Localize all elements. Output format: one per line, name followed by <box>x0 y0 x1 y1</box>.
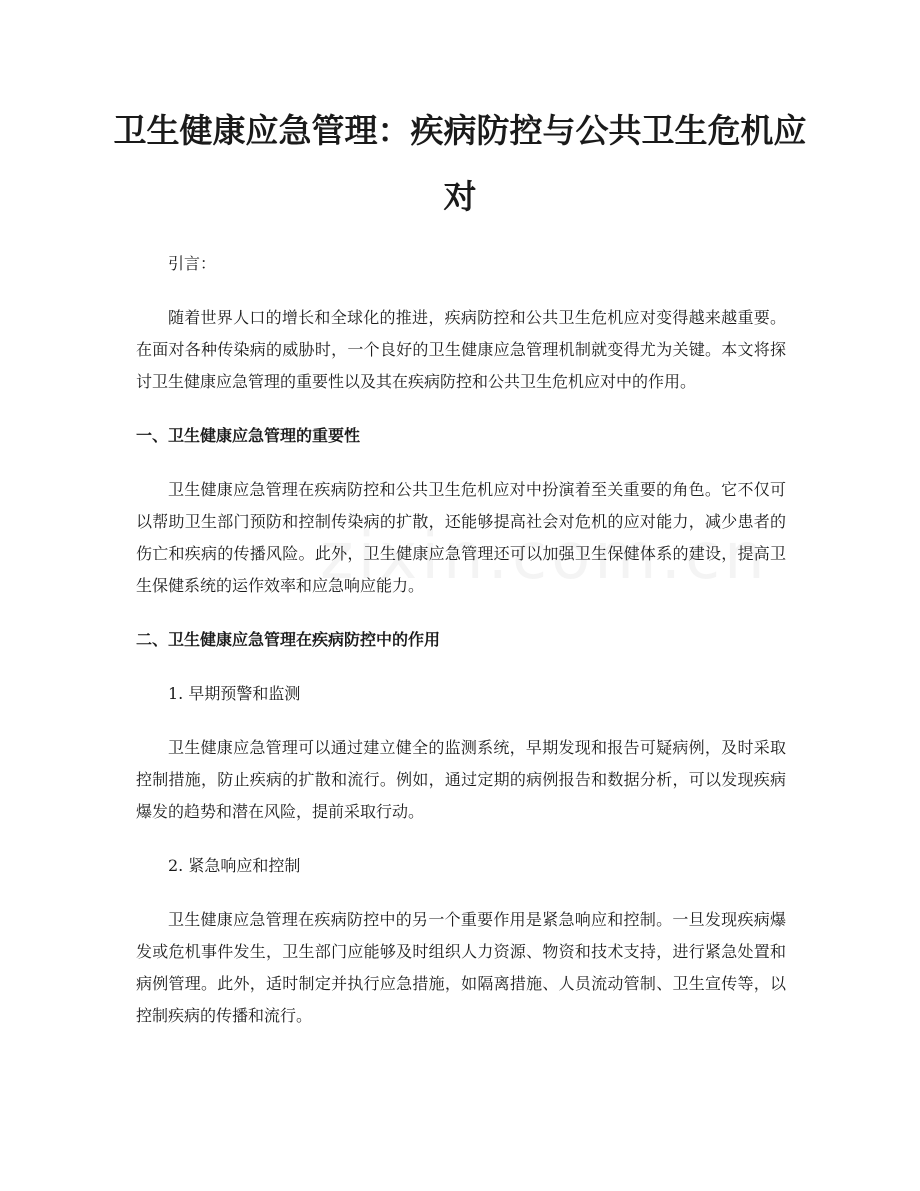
intro-label: 引言： <box>168 254 217 273</box>
subsection-heading-early-warning: 1. 早期预警和监测 <box>168 684 301 703</box>
section-heading-importance: 一、卫生健康应急管理的重要性 <box>136 426 361 445</box>
subsection-heading-emergency-response: 2. 紧急响应和控制 <box>168 856 301 875</box>
subsection-paragraph-emergency-response: 卫生健康应急管理在疾病防控中的另一个重要作用是紧急响应和控制。一旦发现疾病爆发或危机事件发生，卫生部门应能够及时组织人力资源、物资和技术支持，进行紧急处置和病例管理。此外，适时制定并执行应急措施，如隔离措施、人员流动管制、卫生宣传等，以控制疾病的传播和流行。 <box>136 910 786 1025</box>
section-paragraph-importance: 卫生健康应急管理在疾病防控和公共卫生危机应对中扮演着至关重要的角色。它不仅可以帮助卫生部门预防和控制传染病的扩散，还能够提高社会对危机的应对能力，减少患者的伤亡和疾病的传播风险。此外，卫生健康应急管理还可以加强卫生保健体系的建设，提高卫生保健系统的运作效率和应急响应能力。 <box>136 480 786 595</box>
document-title: 卫生健康应急管理：疾病防控与公共卫生危机应对 <box>113 111 807 216</box>
subsection-paragraph-early-warning: 卫生健康应急管理可以通过建立健全的监测系统，早期发现和报告可疑病例，及时采取控制措施，防止疾病的扩散和流行。例如，通过定期的病例报告和数据分析，可以发现疾病爆发的趋势和潜在风险，提前采取行动。 <box>136 738 786 821</box>
document-body <box>136 248 786 1054</box>
intro-paragraph: 随着世界人口的增长和全球化的推进，疾病防控和公共卫生危机应对变得越来越重要。在面对各种传染病的威胁时，一个良好的卫生健康应急管理机制就变得尤为关键。本文将探讨卫生健康应急管理的重要性以及其在疾病防控和公共卫生危机应对中的作用。 <box>136 308 786 391</box>
section-heading-role: 二、卫生健康应急管理在疾病防控中的作用 <box>136 630 441 649</box>
